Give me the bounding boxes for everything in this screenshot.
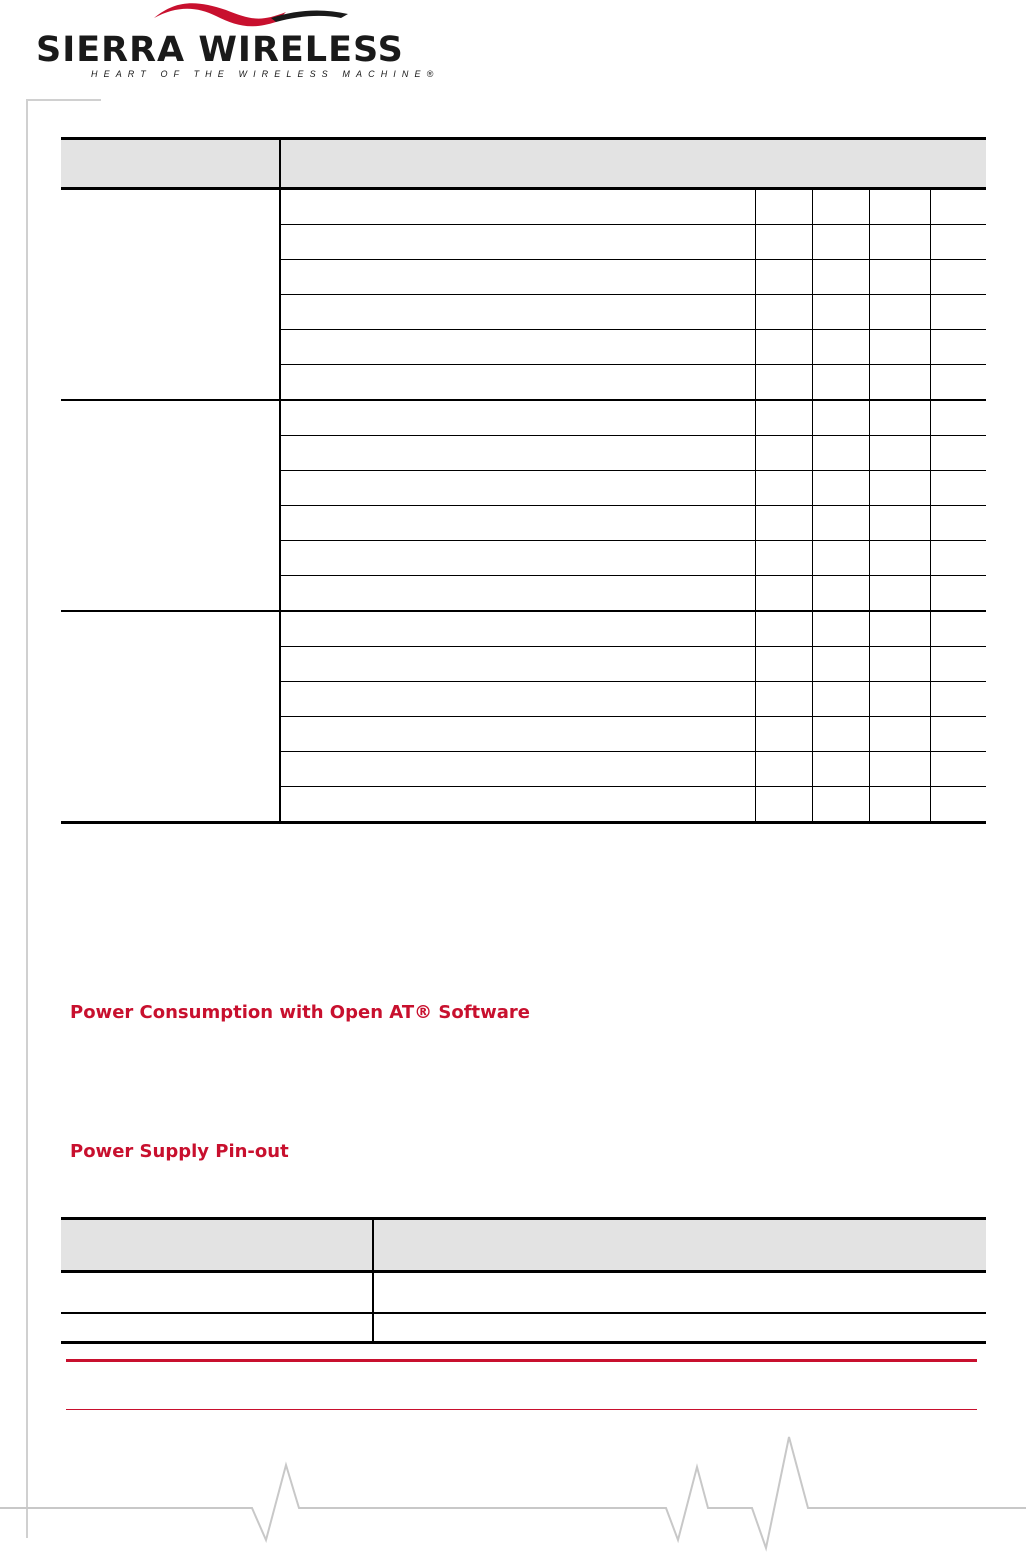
value-cell: [869, 647, 930, 682]
value-cell: [755, 471, 812, 506]
value-cell: [755, 611, 812, 647]
section-heading-pinout: Power Supply Pin-out: [70, 1141, 289, 1162]
value-cell: [869, 717, 930, 752]
value-cell: [869, 752, 930, 787]
footer-rule-bottom: [66, 1409, 977, 1410]
value-cell: [869, 682, 930, 717]
table-row: [61, 1313, 986, 1343]
heartbeat-wave-icon: [0, 1425, 1026, 1554]
value-cell: [930, 471, 986, 506]
value-cell: [930, 260, 986, 295]
row-label-cell: [280, 682, 755, 717]
value-cell: [812, 506, 869, 541]
value-cell: [930, 752, 986, 787]
row-label-cell: [280, 400, 755, 436]
value-cell: [755, 295, 812, 330]
value-cell: [812, 717, 869, 752]
row-label-cell: [280, 365, 755, 401]
value-cell: [755, 436, 812, 471]
value-cell: [930, 611, 986, 647]
value-cell: [755, 189, 812, 225]
power-consumption-table: [61, 137, 986, 824]
value-cell: [930, 365, 986, 401]
value-cell: [930, 682, 986, 717]
value-cell: [930, 436, 986, 471]
value-cell: [755, 260, 812, 295]
value-cell: [930, 787, 986, 823]
value-cell: [869, 506, 930, 541]
value-cell: [812, 787, 869, 823]
value-cell: [812, 189, 869, 225]
row-label-cell: [280, 471, 755, 506]
brand-tagline: HEART OF THE WIRELESS MACHINE®: [91, 69, 440, 79]
value-cell: [812, 436, 869, 471]
row-label-cell: [280, 330, 755, 365]
value-cell: [755, 541, 812, 576]
row-label-cell: [280, 506, 755, 541]
value-cell: [755, 365, 812, 401]
value-cell: [930, 400, 986, 436]
value-cell: [812, 260, 869, 295]
table-body: [61, 189, 986, 823]
row-label-cell: [280, 576, 755, 612]
value-cell: [755, 752, 812, 787]
value-cell: [812, 295, 869, 330]
value-cell: [930, 506, 986, 541]
table-row: [61, 1272, 986, 1314]
value-cell: [869, 471, 930, 506]
table-cell: [61, 1272, 373, 1314]
value-cell: [812, 752, 869, 787]
row-label-cell: [280, 541, 755, 576]
table-body: [61, 1272, 986, 1343]
row-label-cell: [280, 260, 755, 295]
value-cell: [812, 611, 869, 647]
power-supply-pinout-table: [61, 1217, 986, 1344]
row-label-cell: [280, 436, 755, 471]
row-label-cell: [280, 189, 755, 225]
footer-rule-top: [66, 1359, 977, 1362]
value-cell: [930, 717, 986, 752]
group-cell: [61, 400, 280, 611]
row-label-cell: [280, 717, 755, 752]
value-cell: [812, 330, 869, 365]
value-cell: [869, 330, 930, 365]
value-cell: [755, 576, 812, 612]
header-cell-signal: [61, 1219, 373, 1272]
value-cell: [755, 330, 812, 365]
header-cell-parameter: [61, 139, 280, 189]
value-cell: [869, 541, 930, 576]
value-cell: [755, 400, 812, 436]
header-cell-values: [280, 139, 986, 189]
value-cell: [755, 225, 812, 260]
value-cell: [869, 260, 930, 295]
value-cell: [812, 365, 869, 401]
frame-corner-top: [26, 99, 101, 101]
value-cell: [930, 647, 986, 682]
table-cell: [61, 1313, 373, 1343]
row-label-cell: [280, 225, 755, 260]
value-cell: [930, 330, 986, 365]
table-row: [61, 611, 986, 647]
row-label-cell: [280, 295, 755, 330]
value-cell: [869, 189, 930, 225]
table-row: [61, 189, 986, 225]
value-cell: [869, 225, 930, 260]
value-cell: [812, 400, 869, 436]
value-cell: [812, 541, 869, 576]
value-cell: [869, 295, 930, 330]
value-cell: [755, 682, 812, 717]
value-cell: [812, 682, 869, 717]
value-cell: [755, 506, 812, 541]
value-cell: [869, 400, 930, 436]
table-header-row: [61, 139, 986, 189]
value-cell: [869, 576, 930, 612]
value-cell: [755, 787, 812, 823]
row-label-cell: [280, 647, 755, 682]
value-cell: [930, 225, 986, 260]
header-cell-pin: [373, 1219, 986, 1272]
value-cell: [869, 365, 930, 401]
value-cell: [755, 717, 812, 752]
group-cell: [61, 189, 280, 401]
value-cell: [869, 787, 930, 823]
value-cell: [812, 225, 869, 260]
value-cell: [869, 436, 930, 471]
value-cell: [930, 295, 986, 330]
frame-line-left: [26, 100, 28, 1538]
value-cell: [812, 576, 869, 612]
table-cell: [373, 1313, 986, 1343]
value-cell: [930, 576, 986, 612]
value-cell: [755, 647, 812, 682]
row-label-cell: [280, 787, 755, 823]
table-header-row: [61, 1219, 986, 1272]
value-cell: [869, 611, 930, 647]
brand-name: SIERRA WIRELESS: [36, 30, 404, 70]
value-cell: [930, 189, 986, 225]
table-cell: [373, 1272, 986, 1314]
group-cell: [61, 611, 280, 823]
value-cell: [812, 471, 869, 506]
row-label-cell: [280, 611, 755, 647]
row-label-cell: [280, 752, 755, 787]
section-heading-open-at: Power Consumption with Open AT® Software: [70, 1002, 530, 1023]
sierra-wireless-logo: [36, 0, 466, 90]
table-row: [61, 400, 986, 436]
value-cell: [930, 541, 986, 576]
value-cell: [812, 647, 869, 682]
